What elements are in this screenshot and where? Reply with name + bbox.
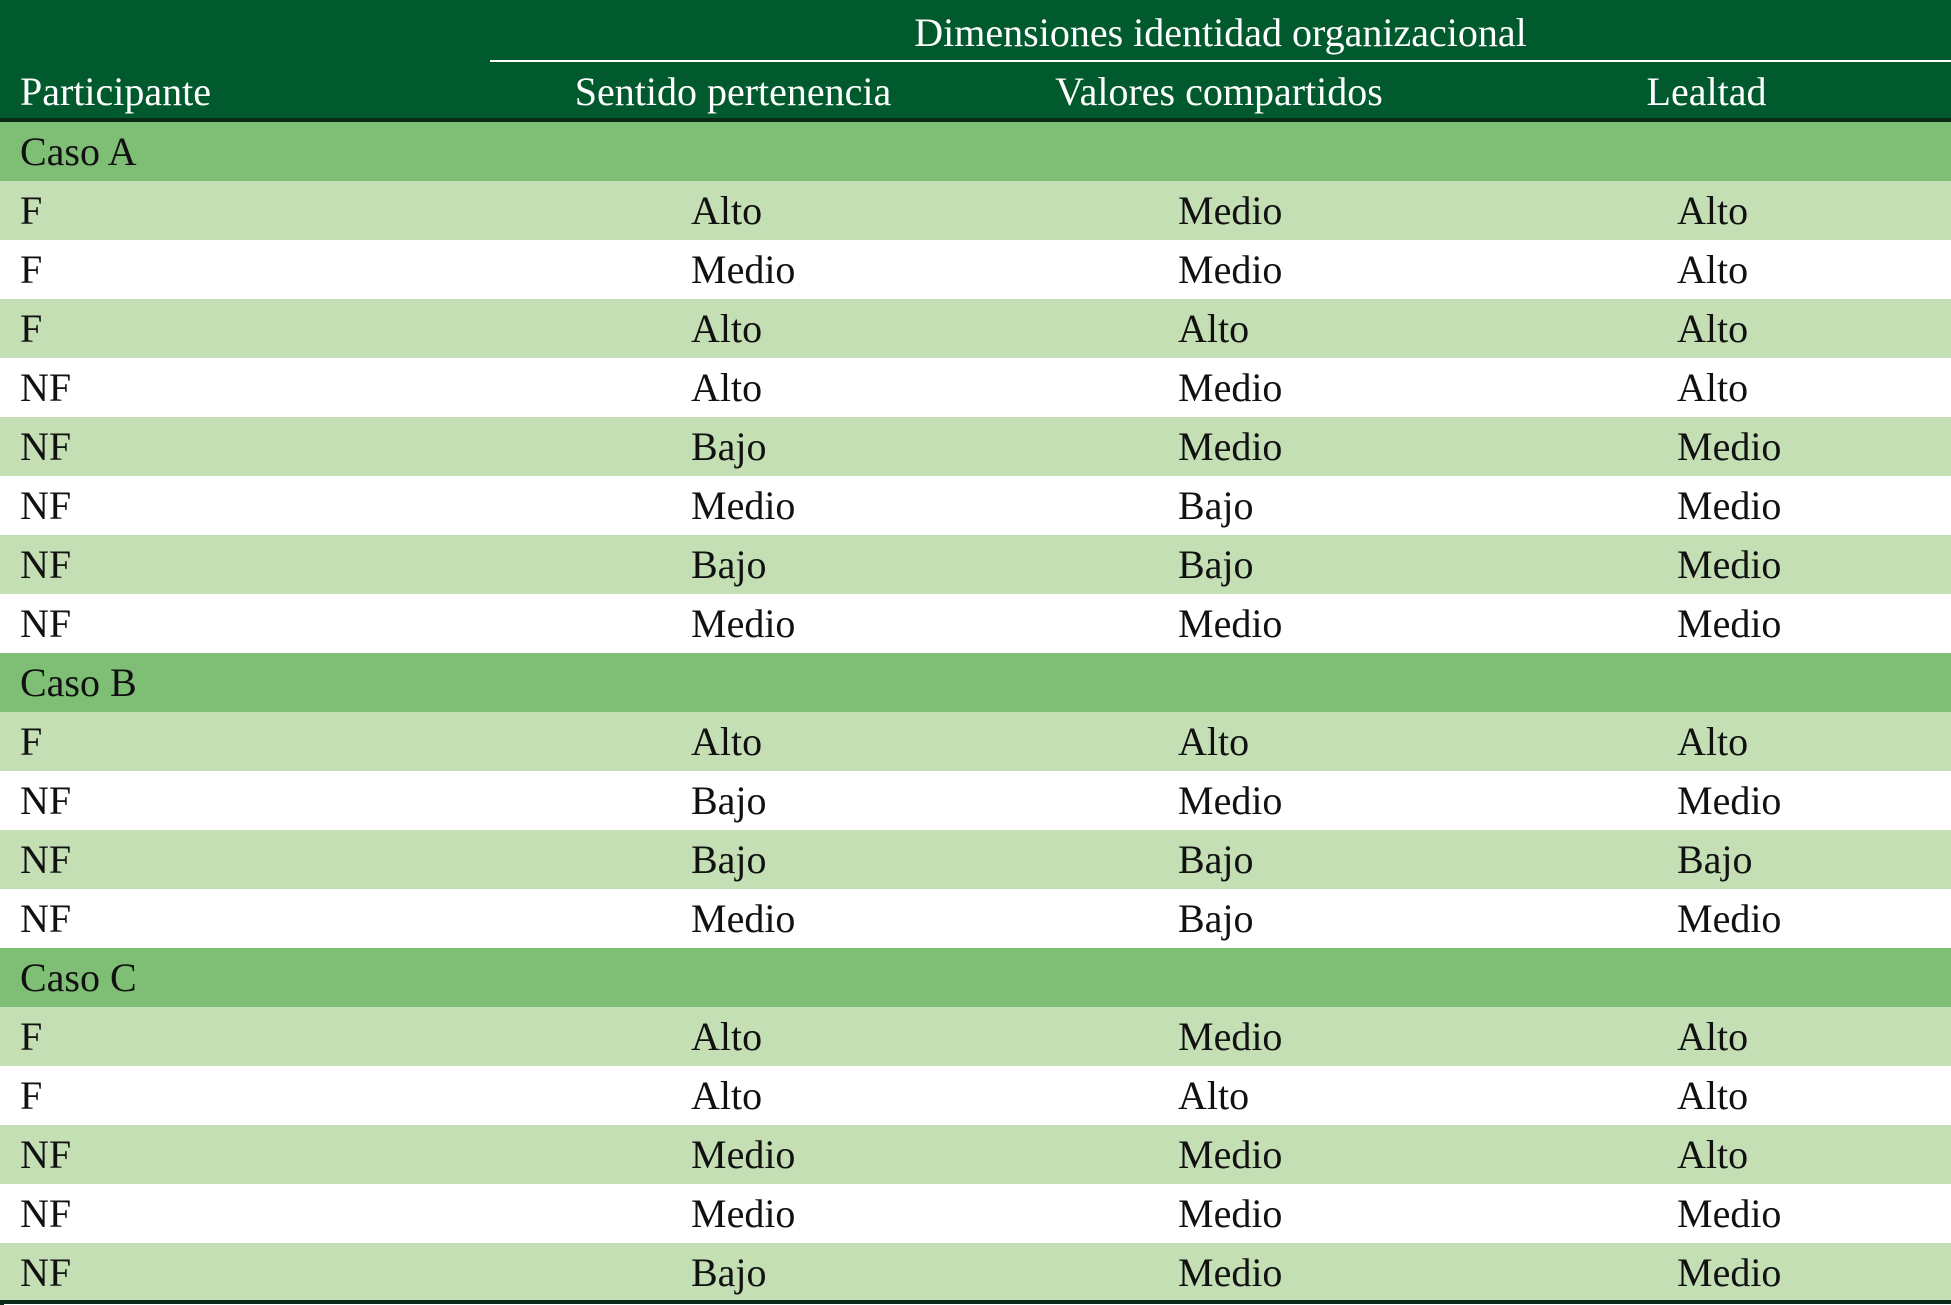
table-row — [0, 299, 1951, 358]
sentido-pertenencia-cell: Bajo — [691, 1250, 767, 1295]
lealtad-cell: Alto — [1677, 365, 1749, 410]
lealtad-cell: Alto — [1677, 247, 1749, 292]
valores-compartidos-cell: Medio — [1178, 601, 1283, 646]
participant-cell: NF — [20, 1191, 72, 1236]
lealtad-cell: Alto — [1677, 1014, 1749, 1059]
valores-compartidos-column-header: Valores compartidos — [1055, 69, 1383, 114]
participant-cell: NF — [20, 1132, 72, 1177]
sentido-pertenencia-cell: Alto — [691, 365, 763, 410]
valores-compartidos-cell: Medio — [1178, 1191, 1283, 1236]
valores-compartidos-cell: Alto — [1178, 719, 1250, 764]
lealtad-cell: Medio — [1677, 1191, 1782, 1236]
table-row — [0, 594, 1951, 653]
case-group-row — [0, 948, 1951, 1007]
lealtad-cell: Alto — [1677, 188, 1749, 233]
participant-cell: NF — [20, 778, 72, 823]
column-group-rule — [490, 60, 1951, 62]
table-row — [0, 535, 1951, 594]
participant-cell: NF — [20, 896, 72, 941]
valores-compartidos-cell: Medio — [1178, 778, 1283, 823]
sentido-pertenencia-cell: Alto — [691, 1014, 763, 1059]
participant-cell: F — [20, 188, 43, 233]
lealtad-cell: Medio — [1677, 483, 1782, 528]
lealtad-cell: Medio — [1677, 896, 1782, 941]
participant-cell: NF — [20, 483, 72, 528]
valores-compartidos-cell: Bajo — [1178, 896, 1254, 941]
table-row — [0, 417, 1951, 476]
table-header — [0, 0, 1951, 122]
table-body — [0, 122, 1951, 1302]
table-row — [0, 358, 1951, 417]
sentido-pertenencia-cell: Medio — [691, 1132, 796, 1177]
participant-cell: NF — [20, 424, 72, 469]
sentido-pertenencia-cell: Alto — [691, 306, 763, 351]
table-row — [0, 1125, 1951, 1184]
sentido-pertenencia-cell: Bajo — [691, 542, 767, 587]
lealtad-cell: Alto — [1677, 719, 1749, 764]
valores-compartidos-cell: Bajo — [1178, 837, 1254, 882]
valores-compartidos-cell: Bajo — [1178, 542, 1254, 587]
table-row — [0, 240, 1951, 299]
participant-cell: NF — [20, 542, 72, 587]
valores-compartidos-cell: Medio — [1178, 247, 1283, 292]
sentido-pertenencia-cell: Medio — [691, 896, 796, 941]
table-row — [0, 771, 1951, 830]
table-row — [0, 889, 1951, 948]
participant-cell: F — [20, 1073, 43, 1118]
valores-compartidos-cell: Medio — [1178, 1250, 1283, 1295]
valores-compartidos-cell: Medio — [1178, 365, 1283, 410]
sentido-pertenencia-cell: Bajo — [691, 778, 767, 823]
lealtad-cell: Medio — [1677, 424, 1782, 469]
sentido-pertenencia-cell: Alto — [691, 719, 763, 764]
valores-compartidos-cell: Alto — [1178, 1073, 1250, 1118]
lealtad-cell: Bajo — [1677, 837, 1753, 882]
lealtad-cell: Medio — [1677, 542, 1782, 587]
participant-cell: F — [20, 306, 43, 351]
valores-compartidos-cell: Medio — [1178, 1132, 1283, 1177]
valores-compartidos-cell: Alto — [1178, 306, 1250, 351]
table-row — [0, 181, 1951, 240]
participant-cell: F — [20, 719, 43, 764]
sentido-pertenencia-cell: Medio — [691, 1191, 796, 1236]
sentido-pertenencia-cell: Bajo — [691, 424, 767, 469]
case-label: Caso A — [20, 129, 137, 174]
table-row — [0, 1066, 1951, 1125]
table-row — [0, 1243, 1951, 1302]
valores-compartidos-cell: Medio — [1178, 424, 1283, 469]
lealtad-column-header: Lealtad — [1646, 69, 1767, 114]
case-group-row — [0, 122, 1951, 181]
participant-cell: NF — [20, 1250, 72, 1295]
sentido-pertenencia-cell: Bajo — [691, 837, 767, 882]
participant-cell: NF — [20, 365, 72, 410]
sentido-pertenencia-column-header: Sentido pertenencia — [574, 69, 892, 114]
sentido-pertenencia-cell: Alto — [691, 1073, 763, 1118]
sentido-pertenencia-cell: Medio — [691, 601, 796, 646]
case-label: Caso B — [20, 660, 137, 705]
lealtad-cell: Medio — [1677, 601, 1782, 646]
table-row — [0, 1007, 1951, 1066]
table-row — [0, 1184, 1951, 1243]
lealtad-cell: Alto — [1677, 1132, 1749, 1177]
table-bottom-border — [0, 1300, 1951, 1304]
valores-compartidos-cell: Medio — [1178, 1014, 1283, 1059]
valores-compartidos-cell: Medio — [1178, 188, 1283, 233]
case-group-row — [0, 653, 1951, 712]
participant-column-header: Participante — [20, 69, 212, 114]
table-row — [0, 712, 1951, 771]
lealtad-cell: Medio — [1677, 778, 1782, 823]
participant-cell: NF — [20, 837, 72, 882]
valores-compartidos-cell: Bajo — [1178, 483, 1254, 528]
lealtad-cell: Alto — [1677, 1073, 1749, 1118]
lealtad-cell: Medio — [1677, 1250, 1782, 1295]
column-group-title: Dimensiones identidad organizacional — [914, 10, 1527, 55]
sentido-pertenencia-cell: Medio — [691, 483, 796, 528]
lealtad-cell: Alto — [1677, 306, 1749, 351]
sentido-pertenencia-cell: Medio — [691, 247, 796, 292]
participant-cell: F — [20, 247, 43, 292]
sentido-pertenencia-cell: Alto — [691, 188, 763, 233]
participant-cell: F — [20, 1014, 43, 1059]
table-row — [0, 476, 1951, 535]
participant-cell: NF — [20, 601, 72, 646]
table-row — [0, 830, 1951, 889]
case-label: Caso C — [20, 955, 137, 1000]
